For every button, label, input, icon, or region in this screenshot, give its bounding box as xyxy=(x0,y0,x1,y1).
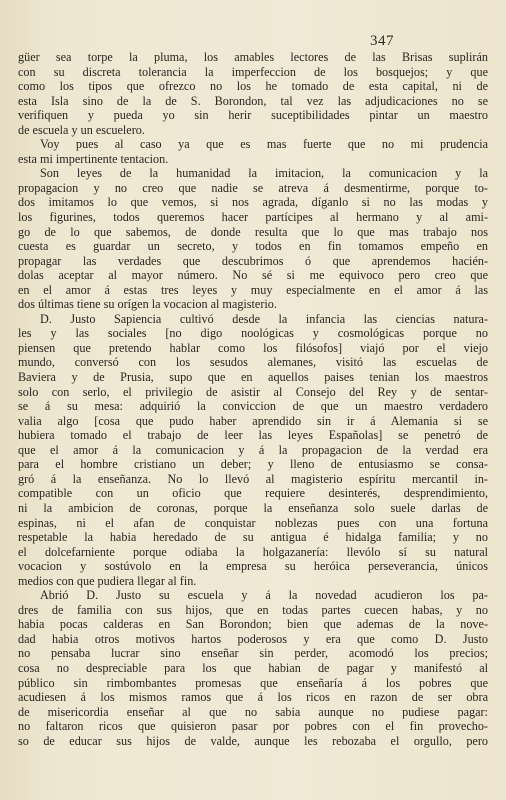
text-line: propagacion y no creo que nadie se atreva á desmentirme, porque to- xyxy=(18,180,488,195)
text-line: compatible con un oficio que requiere desinterés, desprendimiento, xyxy=(18,486,488,501)
text-line: el dolcefarniente porque odiaba la holgazanería: llevólo sí su natural xyxy=(18,544,488,559)
text-line: respetable la habia heredado de su antigua é hidalga familia; y no xyxy=(18,530,488,545)
text-line: los figurines, todos queremos hacer partícipes al hermano y al ami- xyxy=(18,210,488,225)
text-line: para el hombre cristiano un deber; y lleno de entusiasmo se consa- xyxy=(18,457,488,472)
text-line: público sin rimbombantes promesas que enseñaría á los pobres que xyxy=(18,675,488,690)
text-line: valia algo [cosa que pudo haber aprendido sin ir á Alemania si se xyxy=(18,413,488,428)
text-line: hubiera tomado el trabajo de leer las leyes Españolas] se penetró de xyxy=(18,428,488,443)
text-line: acudiesen á los mismos ramos que á los ricos en razon de ser obra xyxy=(18,690,488,705)
text-line: dres de familia con sus hijos, que en todas partes cuecen habas, y no xyxy=(18,602,488,617)
text-line: se á su mesa: adquirió la conviccion de que un maestro verdadero xyxy=(18,399,488,414)
text-line: dolas aceptar al mayor número. No sé si me equivoco pero creo que xyxy=(18,268,488,283)
text-line: que el amor á la comunicacion y á la propagacion de la verdad era xyxy=(18,442,488,457)
text-line: dad habia otros motivos hartos poderosos y era que como D. Justo xyxy=(18,631,488,646)
text-line: no faltaron ricos que quisieron pasar por pobres con el fin provecho- xyxy=(18,719,488,734)
text-line: cuesta es guardar un secreto, y todos en fin tomamos empeño en xyxy=(18,239,488,254)
text-line: les y las sociales [no digo noológicas y cosmológicas porque no xyxy=(18,326,488,341)
text-line: Abrió D. Justo su escuela y á la novedad acudieron los pa- xyxy=(40,588,488,603)
text-line: Son leyes de la humanidad la imitacion, la comunicacion y la xyxy=(40,166,488,181)
text-line: solo con serlo, el privilegio de asistir al Consejo del Rey y de sentar- xyxy=(18,384,488,399)
text-line: cosa no despreciable para los que habian de pagar y manifestó al xyxy=(18,660,488,675)
text-line: dos últimas tiene su orígen la vocacion al magisterio. xyxy=(18,297,277,312)
text-line: güer sea torpe la pluma, los amables lectores de las Brisas suplirán xyxy=(18,50,488,64)
text-line: D. Justo Sapiencia cultivó desde la infancia las ciencias natura- xyxy=(40,311,488,326)
text-line: no pensaba lucrar sino enseñar sin perder, acomodó los precios; xyxy=(18,646,488,661)
text-line: habia pocas calderas en San Borondon; bien que ademas de la nove- xyxy=(18,617,488,632)
text-line: de misericordia enseñar al que no sabia aunque no pudiese pagar: xyxy=(18,704,488,719)
text-line: verifiquen y pueda yo sin herir suceptibilidades pintar un maestro xyxy=(18,108,488,123)
text-line: Voy pues al caso ya que es mas fuerte que no mi prudencia xyxy=(40,137,488,152)
text-line: espinas, ni el afan de conquistar noblezas pues con una fortuna xyxy=(18,515,488,530)
text-line: como los tipos que ofrezco no los he tomado de esta capital, ni de xyxy=(18,79,488,94)
text-line: con su discreta tolerancia la imperfeccion de los bosquejos; y que xyxy=(18,64,488,79)
text-line: gró á la enseñanza. No lo llevó al magisterio espíritu mercantil in- xyxy=(18,471,488,486)
text-line: dos imitamos lo que vemos, si nos agrada, díganlo si no las modas y xyxy=(18,195,488,210)
text-line: esta Isla sino de la de S. Borondon, tal vez las adjudicaciones no se xyxy=(18,93,488,108)
text-line: so de educar sus hijos de valde, aunque les rebozaba el orgullo, pero xyxy=(18,733,488,748)
body-text xyxy=(18,50,488,748)
text-line: mundo, conversó con los sesudos alemanes, visitó las escuelas de xyxy=(18,355,488,370)
text-line: propagar las verdades que descubrimos ó que aprendemos hacién- xyxy=(18,253,488,268)
text-line: en el amor á estas tres leyes y muy especialmente en el amor á las xyxy=(18,282,488,297)
text-line: medios con que pudiera llegar al fin. xyxy=(18,573,197,588)
text-line: piensen que pretendo hablar como los filósofos] viajó por el viejo xyxy=(18,340,488,355)
text-line: esta mi impertinente tentacion. xyxy=(18,151,169,166)
text-line: de escuela y un escuelero. xyxy=(18,122,145,137)
text-line: ni la ambicion de coronas, porque la enseñanza solo suele darlas de xyxy=(18,500,488,515)
text-line: Baviera y de Prusia, supo que en aquellos paises tenian los maestros xyxy=(18,370,488,385)
page-number: 347 xyxy=(370,33,394,49)
text-line: vocacion y sostúvolo en la empresa su heróica perseverancia, únicos xyxy=(18,559,488,574)
text-line: go de lo que sabemos, de donde resulta que lo que mas trabajo nos xyxy=(18,224,488,239)
